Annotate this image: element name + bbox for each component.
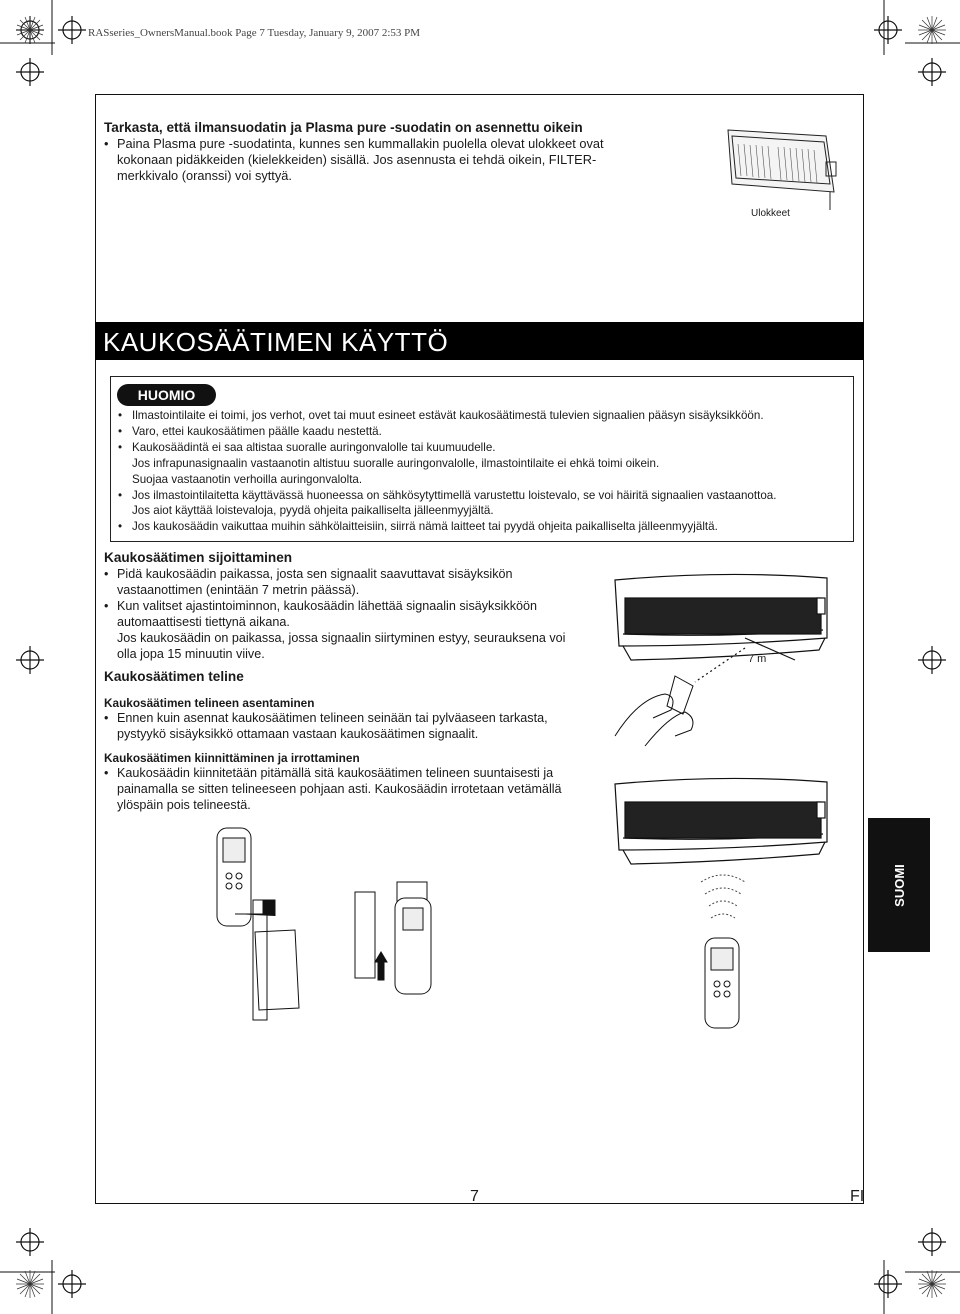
bullet-mark: • [118, 409, 123, 422]
note-badge: HUOMIO [117, 384, 216, 406]
bullet-mark: • [118, 488, 123, 502]
note-item-text: Kaukosäädintä ei saa altistaa suoralle auringonvalolle tai kuumuudelle. [132, 440, 496, 454]
bullet-mark: • [104, 567, 109, 581]
holder-attach-heading: Kaukosäätimen kiinnittäminen ja irrottaminen [104, 751, 360, 765]
note-item-text: Varo, ettei kaukosäätimen päälle kaadu nestettä. [132, 424, 382, 438]
holder-heading: Kaukosäätimen teline [104, 669, 244, 684]
distance-label: 7 m [748, 653, 767, 665]
install-item [104, 711, 584, 743]
attach-item [104, 766, 584, 814]
note-item [118, 440, 853, 456]
filter-illustration [722, 122, 842, 212]
filter-bullet [104, 136, 624, 184]
section-title: KAUKOSÄÄTIMEN KÄYTTÖ [103, 327, 449, 357]
note-continuation: Jos aiot käyttää loistevaloja, pyydä ohjeita paikalliselta jälleenmyyjältä. [132, 504, 494, 518]
note-item-text: Jos kaukosäädin vaikuttaa muihin sähkölaitteisiin, siirrä nämä laitteet tai pyydä ohjeita paikalliselta jälleenmyyjältä. [132, 520, 718, 534]
file-header: RASseries_OwnersManual.book Page 7 Tuesday, January 9, 2007 2:53 PM [88, 27, 421, 39]
placement-heading: Kaukosäätimen sijoittaminen [104, 550, 293, 565]
note-item [118, 488, 853, 504]
bullet-mark: • [104, 136, 109, 151]
bullet-mark: • [104, 711, 109, 725]
holder-install-heading: Kaukosäätimen telineen asentaminen [104, 696, 315, 710]
language-side-tab-label: SUOMI [891, 863, 907, 907]
note-item [118, 519, 853, 535]
note-item-cont [118, 503, 853, 519]
page-language-code: FI [850, 1188, 865, 1205]
note-item [118, 408, 853, 424]
placement-item-text: Kun valitset ajastintoiminnon, kaukosäädin lähettää signaalin sisäyksikköön automaattisesti tiettynä aikana. [117, 598, 538, 629]
bullet-mark: • [118, 440, 123, 454]
filter-bullet-text: Paina Plasma pure -suodatinta, kunnes sen kummallakin puolella olevat ulokkeet ovat kokonaan pidäkkeiden (kielekkeiden) sisällä. Jos asennusta ei tehdä oikein, FILTER-merkkivalo (oranssi) voi syttyä. [117, 136, 604, 183]
filter-figure-label: Ulokkeet [751, 208, 790, 219]
note-item-text: Jos ilmastointilaitetta käyttävässä huoneessa on sähkösytyttimellä varustettu loistevalo, se voi häiritä signaalien vastaanottoa. [132, 488, 777, 502]
install-list [104, 711, 584, 743]
indoor-unit-remote-illustration [605, 568, 865, 748]
install-item-text: Ennen kuin asennat kaukosäätimen telineen seinään tai pylväaseen tarkasta, pystyykö sisäyksikkö ottamaan vastaan kaukosäätimen signaalit. [117, 711, 548, 741]
placement-list [104, 567, 584, 662]
note-list [118, 408, 853, 535]
attach-item-text: Kaukosäädin kiinnitetään pitämällä sitä kaukosäätimen telineen suuntaisesti ja painamalla se sitten telineeseen pohjaan asti. Kaukosäädin irrotetaan vetämällä ylöspäin pois telineestä. [117, 766, 562, 812]
page-number: 7 [470, 1188, 479, 1205]
bullet-mark: • [104, 766, 109, 780]
bullet-mark: • [104, 598, 109, 613]
placement-item-cont [104, 631, 584, 663]
placement-continuation: Jos kaukosäädin on paikassa, jossa signaalin siirtyminen estyy, seurauksena voi olla jopa 15 minuutin viive. [117, 630, 566, 661]
remote-holder-illustration [205, 820, 465, 1030]
bullet-mark: • [118, 520, 123, 534]
placement-item [104, 567, 584, 599]
indoor-unit-signal-illustration [605, 772, 865, 1032]
note-continuation: Jos infrapunasignaalin vastaanotin altistuu suoralle auringonvalolle, ilmastointilaite ei ehkä toimi oikein. [132, 456, 660, 470]
note-item [118, 424, 853, 440]
bullet-mark: • [118, 424, 123, 438]
note-item-cont [118, 456, 853, 472]
placement-item-text: Pidä kaukosäädin paikassa, josta sen signaalit saavuttavat sisäyksikön vastaanottimen (enintään 7 metrin päässä). [117, 567, 513, 597]
note-item-cont [118, 472, 853, 488]
placement-item [104, 599, 584, 631]
note-continuation: Suojaa vastaanotin verhoilla auringonvalolta. [132, 472, 363, 486]
attach-list [104, 766, 584, 814]
note-item-text: Ilmastointilaite ei toimi, jos verhot, ovet tai muut esineet estävät kaukosäätimestä tulevien signaalien pääsyn sisäyksikköön. [132, 409, 764, 422]
filter-heading: Tarkasta, että ilmansuodatin ja Plasma pure -suodatin on asennettu oikein [104, 120, 583, 135]
